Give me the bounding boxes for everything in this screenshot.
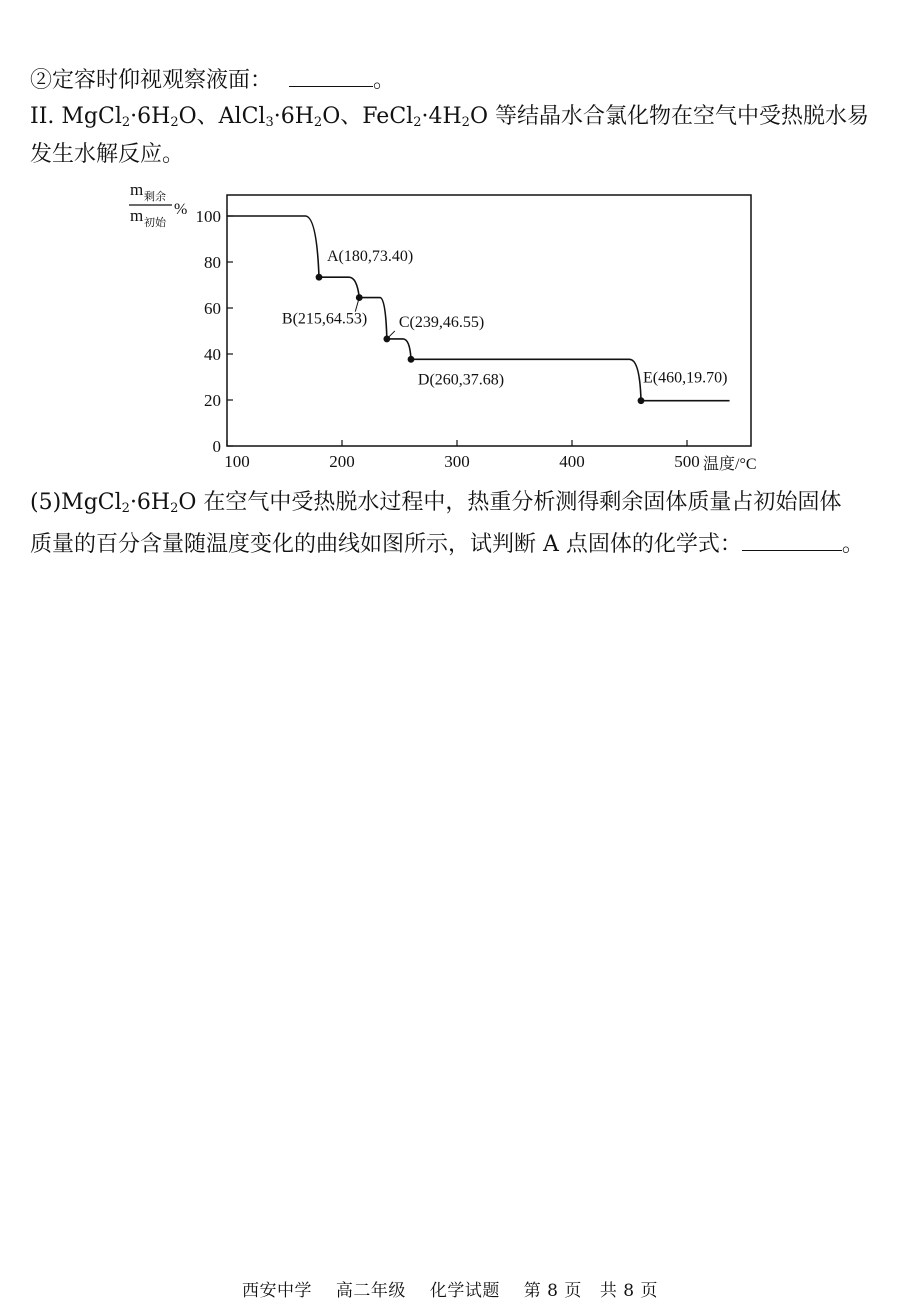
page-footer xyxy=(0,1276,900,1301)
plot-area xyxy=(196,195,757,473)
x-tick-label: 500 xyxy=(674,452,700,471)
y-tick-label: 100 xyxy=(195,207,221,226)
y-label-denominator-sub: 初始 xyxy=(144,217,166,229)
question-item-2 xyxy=(30,64,395,96)
formula-text: ·6H xyxy=(130,104,171,129)
q5-text: 质量的百分含量随温度变化的曲线如图所示，试判断 A 点固体的化学式： xyxy=(30,532,742,557)
point-b xyxy=(356,294,363,301)
item-2-end: 。 xyxy=(373,68,396,93)
formula-text: O 等结晶水合氯化物在空气中受热脱水易 xyxy=(469,104,869,129)
q5-text: O 在空气中受热脱水过程中，热重分析测得剩余固体质量占初始固体 xyxy=(178,490,842,515)
x-tick-label: 100 xyxy=(224,452,250,471)
formula-text: MgCl xyxy=(61,104,122,129)
footer-school: 西安中学 xyxy=(242,1281,313,1301)
subscript: 2 xyxy=(121,115,131,130)
point-e xyxy=(638,397,645,404)
point-label-e: E(460,19.70) xyxy=(643,369,728,387)
point-label-a: A(180,73.40) xyxy=(327,248,414,266)
y-label-numerator-sub: 剩余 xyxy=(144,191,166,203)
point-label-b: B(215,64.53) xyxy=(281,310,368,328)
answer-blank-2[interactable] xyxy=(742,528,842,551)
footer-page: 第 8 页 xyxy=(523,1281,582,1301)
subscript: 2 xyxy=(461,115,470,130)
point-label-d: D(260,37.68) xyxy=(417,371,505,389)
y-tick-label: 60 xyxy=(204,299,221,318)
subscript: 2 xyxy=(170,115,179,130)
leader-line xyxy=(387,331,395,339)
x-tick-label: 300 xyxy=(444,452,470,471)
point-label-c: C(239,46.55) xyxy=(398,313,485,331)
q5-text: ·6H xyxy=(129,490,171,515)
q5-end: 。 xyxy=(841,532,864,557)
y-label-numerator: m xyxy=(130,180,144,199)
subscript: 3 xyxy=(265,115,274,130)
y-label-unit: % xyxy=(174,201,188,218)
y-tick-label: 40 xyxy=(204,345,221,364)
y-axis-label xyxy=(129,180,187,229)
y-tick-label: 80 xyxy=(204,253,221,272)
point-d xyxy=(408,356,415,363)
y-tick-label: 0 xyxy=(212,437,221,456)
formula-text: O、FeCl xyxy=(322,104,414,129)
subscript: 2 xyxy=(313,115,323,130)
q5-text: (5)MgCl xyxy=(30,490,122,515)
subscript: 2 xyxy=(413,115,422,130)
formula-text: O、AlCl xyxy=(178,104,266,129)
section-2-line-1 xyxy=(30,102,869,132)
x-tick-label: 200 xyxy=(329,452,355,471)
subscript: 2 xyxy=(121,501,130,516)
answer-blank-1[interactable] xyxy=(289,64,373,87)
item-2-label: ②定容时仰视观察液面： xyxy=(30,68,273,93)
subscript: 2 xyxy=(170,501,179,516)
footer-subject: 化学试题 xyxy=(429,1281,500,1301)
formula-text: ·6H xyxy=(273,104,314,129)
thermogravimetric-chart xyxy=(120,180,800,480)
x-tick-label: 400 xyxy=(559,452,585,471)
x-axis-label: 温度/°C xyxy=(703,456,757,473)
formula-text: ·4H xyxy=(421,104,462,129)
y-tick-label: 20 xyxy=(204,391,221,410)
section-2-line-2: 发生水解反应。 xyxy=(30,142,185,167)
question-5-line-1 xyxy=(30,488,841,518)
section-2-prefix: II. xyxy=(30,104,55,129)
question-5-line-2 xyxy=(30,528,864,560)
footer-total: 共 8 页 xyxy=(599,1281,658,1301)
y-label-denominator: m xyxy=(130,206,144,225)
point-a xyxy=(316,274,323,281)
footer-grade: 高二年级 xyxy=(335,1281,406,1301)
